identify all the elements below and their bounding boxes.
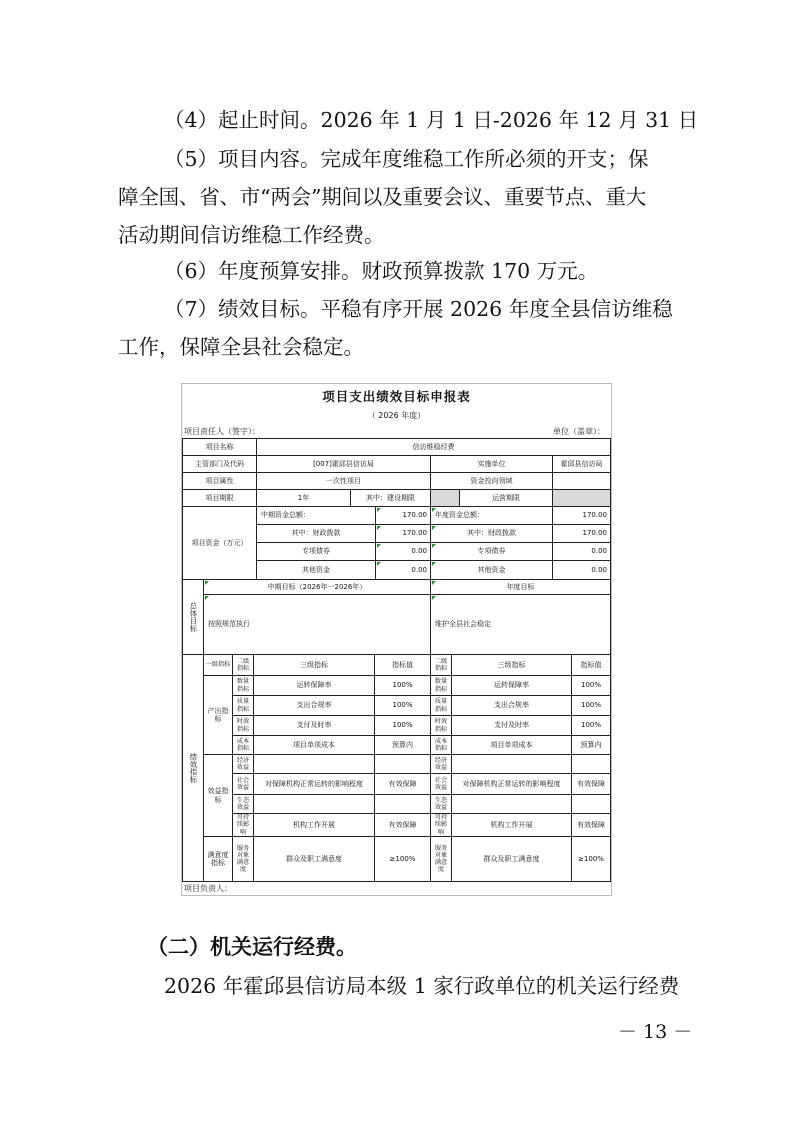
ind-l2-right: 数量指标 bbox=[430, 675, 452, 696]
project-name: 信访维稳经费 bbox=[256, 438, 611, 456]
dept: [007]霍邱县信访局 bbox=[256, 455, 431, 473]
performance-target-form bbox=[181, 383, 612, 896]
ind-l3-right: 项目单项成本 bbox=[451, 735, 572, 755]
paragraph-budget: （6）年度预算安排。财政预算拨款 170 万元。 bbox=[164, 259, 599, 283]
ind-val-right: 有效保障 bbox=[571, 813, 611, 837]
mid-fiscal-label: 其中：财政拨款 bbox=[256, 524, 376, 543]
ind-l3-right: 群众及职工满意度 bbox=[451, 836, 572, 882]
ind-l3-left: 支出合规率 bbox=[253, 695, 375, 716]
ind-l3-left: 运转保障率 bbox=[253, 675, 375, 696]
year-bond-label: 专项债券 bbox=[430, 542, 553, 561]
form-year: （ 2026 年度） bbox=[367, 411, 426, 420]
ind-l3-left bbox=[253, 794, 375, 814]
cat-output: 产出指标 bbox=[203, 675, 233, 755]
operation-label: 运营期限 bbox=[459, 489, 553, 507]
ind-val-right: 100% bbox=[571, 695, 611, 716]
mid-bond: 0.00 bbox=[375, 542, 431, 561]
ind-l3-right: 支付及时率 bbox=[451, 715, 572, 736]
ind-val-left: 预算内 bbox=[374, 735, 431, 755]
l3-header-right: 三级指标 bbox=[451, 654, 572, 676]
construction-label: 其中：建设期限 bbox=[350, 489, 431, 507]
form-title: 项目支出绩效目标申报表 bbox=[322, 389, 471, 404]
page-number: － 13 － bbox=[618, 1021, 693, 1043]
l1-header-left: 一级指标 bbox=[203, 654, 233, 676]
construction-value bbox=[430, 489, 460, 507]
ind-val-left: ≥100% bbox=[374, 836, 431, 882]
ind-l2-left: 生态效益 bbox=[232, 794, 254, 814]
ind-l2-left: 质量指标 bbox=[232, 695, 254, 716]
ind-val-right: ≥100% bbox=[571, 836, 611, 882]
ind-l2-right: 可持续影响 bbox=[430, 813, 452, 837]
year-goal-label: 年度目标 bbox=[430, 579, 611, 595]
ind-l3-right: 对保障机构正常运转的影响程度 bbox=[451, 773, 572, 795]
funds-label: 项目资金（万元） bbox=[182, 506, 257, 580]
year-fiscal-label: 其中：财政拨款 bbox=[430, 524, 553, 543]
operation-value bbox=[552, 489, 611, 507]
val-header-right: 指标值 bbox=[571, 654, 611, 676]
project-name-label: 项目名称 bbox=[182, 438, 257, 456]
ind-val-left: 100% bbox=[374, 715, 431, 736]
period-label: 项目期限 bbox=[182, 489, 257, 507]
ind-l2-right: 时效指标 bbox=[430, 715, 452, 736]
ind-l2-right: 服务对象满意度 bbox=[430, 836, 452, 882]
ind-l3-right: 运转保障率 bbox=[451, 675, 572, 696]
mid-total-label: 中期资金总额： bbox=[256, 506, 376, 525]
year-fiscal: 170.00 bbox=[552, 524, 611, 543]
ind-val-right bbox=[571, 794, 611, 814]
ind-l2-right: 经济效益 bbox=[430, 754, 452, 774]
year-total: 170.00 bbox=[552, 506, 611, 525]
ind-l3-left bbox=[253, 754, 375, 774]
ind-l2-right: 质量指标 bbox=[430, 695, 452, 716]
mid-other: 0.00 bbox=[375, 560, 431, 580]
section-heading: （二）机关运行经费。 bbox=[147, 934, 357, 959]
ind-l2-left: 社会效益 bbox=[232, 773, 254, 795]
mid-goal-label: 中期目标（2026年一2026年） bbox=[203, 579, 431, 595]
ind-val-left: 有效保障 bbox=[374, 813, 431, 837]
mid-goal: 按照规范执行 bbox=[203, 594, 431, 655]
ind-l3-left: 支付及时率 bbox=[253, 715, 375, 736]
paragraph-goal: （7）绩效目标。平稳有序开展 2026 年度全县信访维稳 工作，保障全县社会稳定。 bbox=[118, 297, 673, 359]
invest-value bbox=[552, 472, 611, 490]
impl-unit-label: 实施单位 bbox=[430, 455, 553, 473]
ind-val-right: 预算内 bbox=[571, 735, 611, 755]
attr: 一次性项目 bbox=[256, 472, 431, 490]
ind-val-right: 100% bbox=[571, 675, 611, 696]
ind-l2-left: 可持续影响 bbox=[232, 813, 254, 837]
ind-l3-right: 机构工作开展 bbox=[451, 813, 572, 837]
cat-benefit: 效益指标 bbox=[203, 754, 233, 837]
ind-val-left bbox=[374, 754, 431, 774]
mid-bond-label: 专项债券 bbox=[256, 542, 376, 561]
ind-l3-left: 项目单项成本 bbox=[253, 735, 375, 755]
ind-l2-left: 服务对象满意度 bbox=[232, 836, 254, 882]
l2-header-left: 二级指标 bbox=[232, 654, 254, 676]
goal-label: 总体目标 bbox=[182, 579, 204, 655]
ind-val-left: 有效保障 bbox=[374, 773, 431, 795]
ind-val-right bbox=[571, 754, 611, 774]
paragraph-content: （5）项目内容。完成年度维稳工作所必须的开支；保 障全国、省、市“两会”期间以及重要会议、重要节点、重大 活动期间信访维稳工作经费。 bbox=[118, 147, 649, 247]
ind-l2-left: 时效指标 bbox=[232, 715, 254, 736]
l2-header-right: 二级指标 bbox=[430, 654, 452, 676]
closing-paragraph: 2026 年霍邱县信访局本级 1 家行政单位的机关运行经费 bbox=[164, 974, 680, 998]
ind-l2-left: 经济效益 bbox=[232, 754, 254, 774]
form-footer: 项目负责人： bbox=[184, 884, 232, 893]
year-bond: 0.00 bbox=[552, 542, 611, 561]
dept-label: 主管部门及代码 bbox=[182, 455, 257, 473]
impl-unit: 霍邱县信访局 bbox=[552, 455, 611, 473]
year-other-label: 其他资金 bbox=[430, 560, 553, 580]
ind-l3-left: 机构工作开展 bbox=[253, 813, 375, 837]
ind-l3-right bbox=[451, 754, 572, 774]
ind-val-right: 100% bbox=[571, 715, 611, 736]
year-total-label: 年度资金总额： bbox=[430, 506, 553, 525]
mid-fiscal: 170.00 bbox=[375, 524, 431, 543]
ind-val-left bbox=[374, 794, 431, 814]
year-goal: 维护全县社会稳定 bbox=[430, 594, 611, 655]
paragraph-period: （4）起止时间。2026 年 1 月 1 日-2026 年 12 月 31 日 bbox=[164, 108, 699, 132]
ind-l3-right bbox=[451, 794, 572, 814]
ind-l3-right: 支出合规率 bbox=[451, 695, 572, 716]
invest-label: 资金投向领域 bbox=[430, 472, 553, 490]
ind-l3-left: 对保障机构正常运转的影响程度 bbox=[253, 773, 375, 795]
period: 1年 bbox=[256, 489, 351, 507]
unit-seal: 单位（盖章）： bbox=[553, 427, 605, 436]
ind-l3-left: 群众及职工满意度 bbox=[253, 836, 375, 882]
year-other: 0.00 bbox=[552, 560, 611, 580]
perf-label: 绩效指标 bbox=[182, 654, 204, 882]
val-header-left: 指标值 bbox=[374, 654, 431, 676]
ind-l2-right: 生态效益 bbox=[430, 794, 452, 814]
mid-other-label: 其他资金 bbox=[256, 560, 376, 580]
cat-satisfaction: 满意度指标 bbox=[203, 836, 233, 882]
ind-l2-left: 成本指标 bbox=[232, 735, 254, 755]
ind-val-left: 100% bbox=[374, 675, 431, 696]
ind-l2-right: 成本指标 bbox=[430, 735, 452, 755]
ind-val-right: 有效保障 bbox=[571, 773, 611, 795]
l3-header-left: 三级指标 bbox=[253, 654, 375, 676]
ind-l2-right: 社会效益 bbox=[430, 773, 452, 795]
ind-val-left: 100% bbox=[374, 695, 431, 716]
responsible-sign: 项目责任人（签字）： bbox=[184, 427, 260, 436]
mid-total: 170.00 bbox=[375, 506, 431, 525]
attr-label: 项目属性 bbox=[182, 472, 257, 490]
ind-l2-left: 数量指标 bbox=[232, 675, 254, 696]
